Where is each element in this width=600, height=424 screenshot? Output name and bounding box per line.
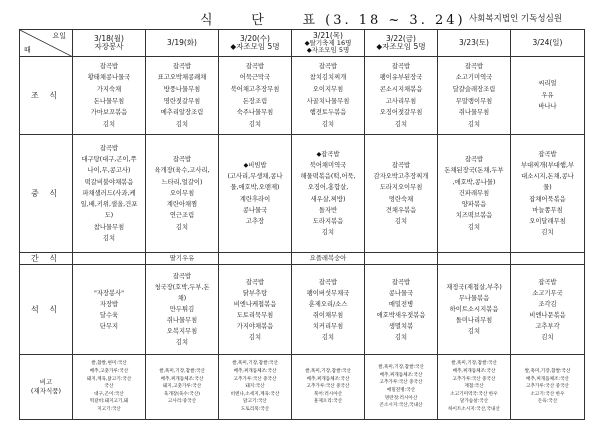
menu-item: 잡곡밥 — [464, 62, 484, 70]
day-header — [511, 30, 585, 57]
menu-item: 치즈떡브볶음 — [455, 212, 493, 220]
snack-cell — [365, 253, 438, 265]
menu-item: 고사리:중국산 — [167, 399, 197, 405]
lunch-row — [20, 135, 585, 253]
menu-item: 치커리무침 — [312, 322, 344, 330]
menu-item: 파채샐러드(사과,케 — [82, 189, 136, 197]
menu-item: 감자오박고추장찌개 — [373, 173, 429, 181]
lunch-cell — [292, 135, 365, 253]
menu-item: 명란젓갈무침 — [163, 97, 201, 105]
menu-item: 북어채고추장무침 — [230, 85, 280, 93]
menu-item: 도) — [104, 212, 114, 220]
menu-item: 햄전토두볶음 — [309, 109, 347, 117]
menu-item: 비엔나,소세지,계육:국산 — [230, 391, 280, 397]
breakfast-cell — [438, 57, 511, 135]
menu-item: 잡곡밥 — [172, 273, 192, 280]
meal-label-text: 간 식 — [31, 254, 61, 263]
dinner-cell — [438, 265, 511, 355]
menu-item: 대구,곤이:국산 — [94, 391, 124, 397]
menu-item: 김치 — [102, 120, 116, 128]
day-header — [219, 30, 292, 57]
lunch-cell — [365, 135, 438, 253]
menu-item: 북어:러시아산 — [313, 391, 343, 397]
menu-item: 도라지오이무침 — [379, 184, 423, 192]
menu-item: 가지야채볶음 — [236, 322, 274, 330]
menu-item: 잡곡밥 — [391, 278, 411, 286]
menu-item: 훈제오리/소스 — [308, 300, 348, 308]
menu-item: 오복지무침 — [166, 328, 198, 335]
meal-label-note — [20, 355, 73, 420]
day-note: 자장봉사 — [94, 42, 124, 51]
breakfast-cell — [292, 57, 365, 135]
menu-item: 돈육:국산 — [537, 399, 558, 405]
menu-item: ,애호박,콩나물) — [452, 178, 496, 186]
menu-item: 배추,찌개돔체조:국산 — [306, 376, 350, 382]
breakfast-cell — [365, 57, 438, 135]
meal-label-text: 석 식 — [31, 305, 61, 314]
menu-item: 재첩:국산 — [464, 384, 484, 390]
snack-cell — [438, 253, 511, 265]
menu-item: 어묵근막국 — [239, 74, 271, 82]
menu-item: 오징어,홍합살, — [307, 184, 349, 192]
menu-item: 김치 — [102, 234, 116, 242]
lunch-cell — [73, 135, 146, 253]
day-date: 3/20(수) — [240, 33, 270, 43]
dinner-cell — [365, 265, 438, 355]
menu-item: ◆비빔밥 — [243, 161, 267, 169]
menu-item: 배추,찌개돔체조:국산 — [233, 369, 277, 375]
menu-item: 쥐나물무침 — [458, 109, 490, 117]
menu-item: 쌀,흑미,기장,찹쌀:국산 — [232, 361, 278, 367]
menu-item: 쌀,흑미,기장,찹쌀:국산 — [524, 369, 571, 375]
menu-item: 딸기우유 — [169, 254, 195, 262]
menu-item: 매밀전병:국산 — [386, 388, 416, 393]
menu-item: 도토리묵:국산 — [240, 406, 270, 412]
menu-item: 비엔나케첩볶음 — [233, 300, 277, 308]
lunch-cell — [438, 135, 511, 253]
menu-item: 매밀전병 — [388, 300, 414, 308]
day-note: ◆자조모임 5명 — [230, 42, 280, 51]
day-date: 3/23(토) — [459, 37, 489, 47]
snack-cell — [511, 253, 585, 265]
menu-item: 배추,찌개돔체조:국산 — [379, 372, 423, 378]
breakfast-cell — [219, 57, 292, 135]
page-header — [0, 8, 600, 30]
menu-item: 김치 — [394, 333, 408, 341]
menu-item: 잡곡밥 — [318, 62, 338, 70]
menu-item: 생멸치볶 — [388, 322, 414, 330]
lunch-cell — [219, 135, 292, 253]
menu-item: 참나물무침 — [93, 223, 125, 231]
menu-item: 표고오박채콩쾌채 — [157, 74, 207, 82]
menu-item: 물,애호박,오맨제) — [230, 184, 280, 192]
menu-item: 김치 — [467, 223, 481, 231]
day-date: 3/19(화) — [167, 37, 197, 47]
menu-item: 육개장(육수,고사리, — [154, 167, 210, 175]
meal-label-snack — [20, 253, 73, 265]
menu-item: 소고기무국 — [532, 289, 563, 297]
menu-item: 재정국(재첩살,부추) — [446, 284, 502, 291]
menu-item: 돼지,고춧가루:국산 — [162, 384, 202, 390]
organization-name: 사회복지법인 기독성심원 — [468, 14, 562, 24]
note-cell — [511, 355, 585, 420]
menu-item: 고추장 — [245, 217, 265, 225]
menu-item: 배추,찌개돔체조:국산 — [526, 376, 569, 382]
menu-item: 느타리,얼갈이) — [161, 178, 203, 186]
menu-item: 우유 — [541, 91, 554, 99]
menu-item: 잡곡밥 — [318, 278, 338, 286]
menu-item: 물) — [543, 184, 552, 192]
day-header — [438, 30, 511, 57]
menu-item: 고추가루:국산 중국산 — [379, 380, 423, 386]
meal-label-text: 조 식 — [31, 91, 61, 100]
menu-item: 떡갈비불야채볶음 — [84, 178, 134, 186]
menu-item: 달가슴살:국산 — [459, 399, 489, 405]
menu-item: 쌀,흑미,기장,찹쌀:국산 — [159, 369, 205, 375]
note-cell — [365, 355, 438, 420]
menu-item: 조각김 — [538, 300, 557, 308]
menu-item: 오이무침 — [169, 189, 195, 197]
menu-item: 마늘쫑무침 — [532, 206, 563, 214]
day-header — [146, 30, 219, 57]
menu-item: 배추,고춧가루:국산 — [89, 369, 129, 375]
menu-item: 숙주나물무침 — [236, 109, 274, 117]
header-row — [20, 30, 585, 57]
menu-item: 바나나 — [538, 103, 557, 111]
menu-item: 북어채미역국 — [309, 161, 347, 169]
note-row — [20, 355, 585, 420]
menu-item: 가마보꼬볶음 — [90, 109, 128, 117]
menu-item: 국산 — [104, 384, 114, 390]
day-note: ◆탈기축제 16명 — [304, 39, 352, 48]
menu-item: 콩나물국 — [388, 289, 414, 297]
menu-item: 김치 — [321, 120, 335, 128]
menu-item: 김치 — [321, 229, 335, 237]
menu-item: 새우살,찌방) — [310, 195, 346, 203]
note-cell — [292, 355, 365, 420]
menu-item: 고추가루:국산 중국산 — [306, 384, 350, 390]
menu-item: 고추가루:국산 중국산 — [233, 376, 277, 382]
day-date: 3/21(목) — [313, 30, 343, 40]
menu-item: 대구탕(대구,곤이,쭈 — [81, 156, 137, 164]
menu-item: 애호박새우젓볶음 — [376, 311, 426, 319]
menu-item: 소고기:국산 한우 — [530, 391, 565, 397]
lunch-cell — [146, 135, 219, 253]
menu-item: 김치 — [394, 120, 408, 128]
menu-item: 쌀,흑미,기장,찹쌀:국산 — [451, 361, 497, 367]
menu-item: 비엔나문볶음 — [529, 311, 566, 319]
lunch-cell — [511, 135, 585, 253]
menu-item: 무나물볶음 — [458, 295, 490, 302]
menu-item: 콩나물국 — [242, 206, 268, 214]
menu-item: 자장밥 — [99, 300, 119, 308]
menu-item: 쌀,흑미,기장,찹쌀:국산 — [305, 369, 351, 375]
menu-item: 김치 — [321, 333, 335, 341]
menu-item: 돌자반 — [318, 206, 338, 214]
menu-item: 일,배,키위,샐올,건포 — [80, 201, 138, 209]
menu-item: 만두튀김 — [169, 306, 195, 313]
menu-item: 콘소시지:국산,국내산 — [379, 403, 423, 409]
menu-item: 잡채어묵볶음 — [529, 195, 566, 203]
menu-item: 잡곡밥 — [391, 161, 411, 169]
menu-item: 멍란숙채 — [388, 195, 414, 203]
menu-item: ◆잡곡밥 — [316, 150, 340, 158]
snack-cell — [219, 253, 292, 265]
menu-item: 쥐나물무침 — [166, 317, 198, 324]
menu-item: 소고기미역국:국산 한우 — [450, 391, 498, 397]
menu-item: 소고기미역국 — [455, 74, 493, 82]
menu-item: 김치 — [248, 120, 262, 128]
menu-item: 팽이버섯무채국 — [306, 289, 350, 297]
menu-item: 김치 — [175, 120, 189, 128]
snack-cell — [146, 253, 219, 265]
menu-item: 김치 — [248, 333, 262, 341]
dinner-row — [20, 265, 585, 355]
menu-item: 김치 — [541, 333, 554, 341]
note-cell — [73, 355, 146, 420]
menu-item: 김치 — [175, 223, 189, 231]
menu-item: 고추가루:국산 중국산 — [526, 384, 569, 390]
menu-item: 사골치나물무침 — [306, 97, 350, 105]
menu-item: 해물떡볶음(떡,어묵, — [300, 173, 356, 181]
corner-meal-label: 때 — [24, 45, 31, 54]
menu-item: 잡곡밥 — [245, 62, 265, 70]
menu-item: 잡곡밥 — [538, 278, 557, 286]
menu-item: 잡곡밥 — [538, 150, 557, 158]
dinner-cell — [292, 265, 365, 355]
note-cell — [146, 355, 219, 420]
meal-label-text: (재자식품) — [30, 387, 62, 395]
menu-item: 청국장(호박,두부,돈 — [154, 284, 210, 291]
menu-item: 고사리무침 — [385, 97, 417, 105]
menu-item: 잡곡밥 — [245, 278, 265, 286]
snack-row — [20, 253, 585, 265]
menu-item: 단무지 — [99, 322, 119, 330]
meal-label-lunch — [20, 135, 73, 253]
menu-item: 연근조림 — [169, 212, 195, 220]
menu-item: 떡갈비:돼지고기,돼 — [89, 399, 129, 405]
menu-item: 하이트소시지볶음 — [449, 306, 499, 313]
menu-item: 돼지,계육,닭고기:국산 — [86, 376, 132, 382]
snack-cell — [292, 253, 365, 265]
menu-item: 지고기:국산 — [97, 406, 121, 412]
menu-item: 닭고기:국산 — [243, 399, 267, 405]
breakfast-row — [20, 57, 585, 135]
menu-item: 훈제오리:국산 — [313, 399, 343, 405]
menu-item: "자장봉사" — [93, 289, 125, 297]
menu-item: 고추가루:국산 중국산 — [452, 376, 496, 382]
menu-item: 황태채콩나물국 — [87, 74, 131, 82]
menu-item: 김치 — [541, 229, 554, 237]
menu-item: 계란후라이 — [239, 195, 271, 203]
menu-item: 잡곡밥 — [99, 62, 119, 70]
menu-item: 잡곡밥 — [172, 156, 192, 164]
meal-menu-table — [19, 29, 585, 420]
menu-item: 잡곡밥 — [464, 156, 484, 164]
menu-item: 쥐이채무침 — [312, 311, 344, 319]
menu-item: 돌미나리무침 — [455, 317, 493, 324]
menu-item: 양파볶음 — [461, 201, 487, 209]
breakfast-cell — [146, 57, 219, 135]
dinner-cell — [219, 265, 292, 355]
dinner-cell — [146, 265, 219, 355]
menu-item: 김치 — [467, 120, 481, 128]
menu-item: 오이지무침 — [312, 85, 344, 93]
menu-item: 김치 — [175, 339, 189, 346]
page-title: 식 단 표 (3. 18 ~ 3. 24) — [200, 13, 466, 28]
menu-item: 닭부추탕 — [242, 289, 268, 297]
menu-item: 쌀,찹쌀,현미:국산 — [91, 361, 127, 367]
menu-item: 채) — [177, 295, 187, 302]
menu-item: 건파래무침 — [458, 189, 490, 197]
menu-item: 잡곡밥 — [172, 62, 192, 70]
dinner-cell — [511, 265, 585, 355]
menu-item: 도토리묵무침 — [236, 311, 274, 319]
day-header — [365, 30, 438, 57]
day-date: 3/22(금) — [386, 33, 416, 43]
menu-item: 잡곡밥 — [391, 62, 411, 70]
day-date: 3/18(월) — [94, 33, 124, 43]
snack-cell — [73, 253, 146, 265]
menu-item: 도라지볶음 — [312, 217, 344, 225]
menu-item: 가지숙채 — [96, 85, 122, 93]
menu-item: 오이달래무침 — [529, 217, 566, 225]
menu-item: 하이트소시지:국산,국내산 — [448, 406, 500, 412]
menu-item: 팽이유부된장국 — [379, 74, 423, 82]
meal-label-breakfast — [20, 57, 73, 135]
menu-item: 요플레복숭아 — [309, 254, 347, 262]
menu-item: 돼지:국산 — [245, 384, 265, 390]
menu-item: 나이,무,콩고사) — [87, 167, 131, 175]
breakfast-cell — [73, 57, 146, 135]
breakfast-cell — [511, 57, 585, 135]
menu-item: 김치 — [467, 328, 481, 335]
menu-item: 배추,찌개돔체조:국산 — [160, 376, 204, 382]
note-cell — [438, 355, 511, 420]
menu-item: 돈나물무침 — [93, 97, 125, 105]
menu-item: 돈장조림 — [242, 97, 268, 105]
menu-item: 쌀,흑미,기장,찹쌀:국산 — [378, 365, 424, 371]
menu-item: (고사리,무생채,콩나 — [227, 173, 283, 181]
menu-item: 돈채된장국(돈채,두부 — [444, 167, 504, 175]
menu-item: 육개장(육수:국산) — [163, 391, 201, 397]
day-date: 3/24(일) — [532, 37, 563, 47]
menu-item: 참치김치찌개 — [309, 74, 347, 82]
menu-item: 무말랭이무침 — [455, 97, 493, 105]
meal-label-dinner — [20, 265, 73, 355]
menu-item: 대소시지,돈채,콩나 — [521, 173, 574, 181]
note-cell — [219, 355, 292, 420]
day-note: ◆자조모임 5명 — [376, 42, 426, 51]
menu-item: 고추부각 — [535, 322, 560, 330]
day-note: ◆자조모임 5명 — [306, 46, 350, 55]
menu-item: 견채우볶음 — [385, 206, 417, 214]
day-header — [73, 30, 146, 57]
menu-item: 방풍나물무침 — [163, 85, 201, 93]
menu-item: 메추리알장조림 — [160, 109, 204, 117]
menu-item: 콘소시지채볶음 — [379, 85, 423, 93]
corner-cell — [20, 30, 73, 57]
menu-item: 오징어젓갈무침 — [379, 109, 423, 117]
meal-label-text: 중 식 — [31, 189, 61, 198]
menu-item: 잡곡밥 — [99, 145, 119, 153]
meal-label-text: 비고 — [39, 378, 53, 386]
menu-item: 달수육 — [99, 311, 119, 319]
menu-item: 배추,찌개돔체조:국산 — [452, 369, 496, 375]
menu-item: 부대찌개(부대햄,부 — [520, 161, 575, 169]
menu-item: 멍란젓:러시아산 — [384, 395, 418, 401]
menu-item: 달걀슬래장조림 — [452, 85, 496, 93]
corner-day-label: 요일 — [52, 32, 66, 40]
menu-item: 김치 — [394, 217, 408, 225]
dinner-cell — [73, 265, 146, 355]
menu-item: 씨리얼 — [538, 80, 557, 88]
day-header — [292, 30, 365, 57]
menu-item: 계란아채찜 — [166, 201, 198, 209]
